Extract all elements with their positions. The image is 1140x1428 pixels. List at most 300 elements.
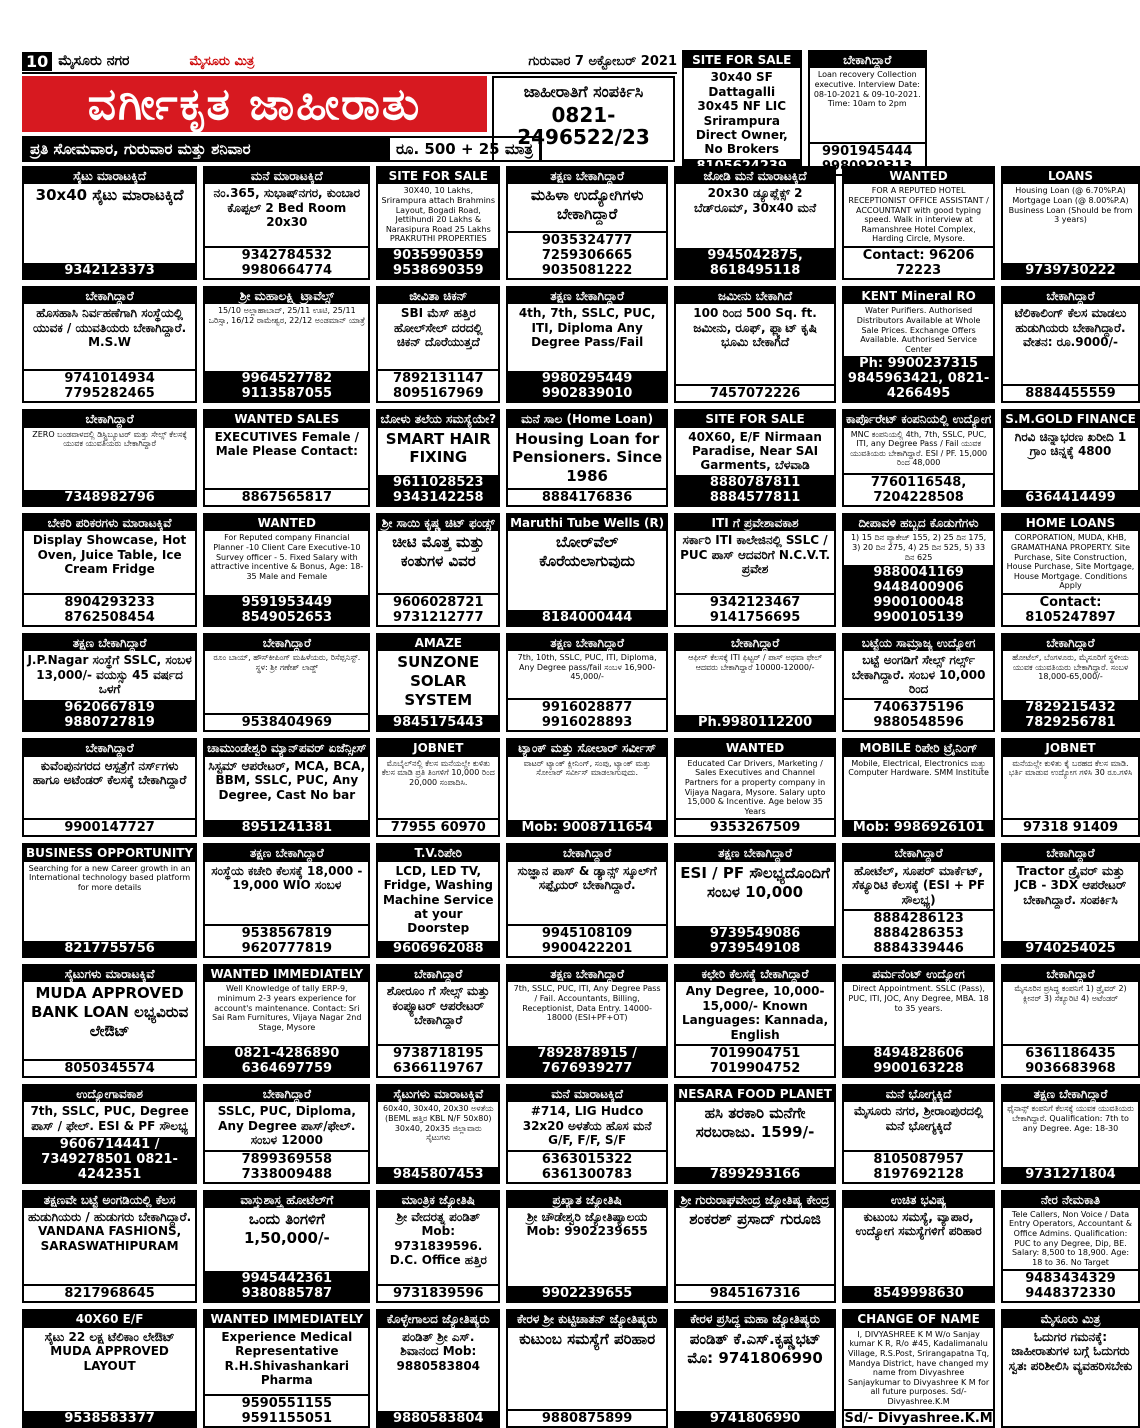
ad-phone: 9901945444 xyxy=(810,142,926,174)
publish-days: ಪ್ರತಿ ಸೋಮವಾರ, ಗುರುವಾರ ಮತ್ತು ಶನಿವಾರ xyxy=(30,140,251,158)
ad-title: WANTED SALES xyxy=(205,411,368,427)
ad-phone: 9035324777 7259306665 9035081222 xyxy=(508,231,666,278)
ad-phone: 9611028523 9343142258 xyxy=(378,475,498,505)
ad-body: Educated Car Drivers, Marketing / Sales Executives and Channel Partners for a property company in Vijaya Nagara, Mysore. Salary upto 15,000 & Incentive. Age below 35 Years xyxy=(684,758,826,816)
classified-ad xyxy=(1001,1190,1140,1304)
ad-body: 40X60, E/F Nirmaan Paradise, Near SAI Garments, ಬೆಳವಾಡಿ xyxy=(688,429,822,473)
ad-phone: 9591953449 8549052653 xyxy=(205,595,368,625)
classified-ad xyxy=(22,1084,197,1184)
classified-ad xyxy=(376,633,500,733)
ad-phone: 8904293233 8762508454 xyxy=(24,593,195,625)
ad-phone: Ph: 9900237315 9845963421, 0821-4266495 xyxy=(844,356,993,401)
ad-phone: 7892878915 / 7676939277 xyxy=(508,1046,666,1076)
ad-body: ಹುಡುಗಿಯರು / ಹುಡುಗರು ಬೇಕಾಗಿದ್ದಾರೆ. VANDANA FASHIONS, SARASWATHIPURAM xyxy=(28,1209,192,1253)
ad-body: ZERO ಬಂಡವಾಳದಲ್ಲಿ ಡಿಸ್ಟ್ರಿಬ್ಯೂಟರ್ ಮತ್ತು ಸೇಲ್ಸ್ ಕೆಲಸಕ್ಕೆ ಯುವಕ ಯುವತಿಯರು ಬೇಕಾಗಿದ್ದಾರೆ xyxy=(32,429,187,449)
ad-title: ಉಚಿತ ಭವಿಷ್ಯ xyxy=(844,1192,993,1208)
classified-ad xyxy=(842,1309,995,1427)
ad-title: JOBNET xyxy=(378,740,498,756)
classified-ad xyxy=(506,633,668,733)
ad-phone: 7348982796 xyxy=(24,490,195,505)
classified-ad xyxy=(842,738,995,837)
ad-phone: 9483434329 9448372330 xyxy=(1003,1269,1138,1301)
ad-phone: 6363015322 6361300783 xyxy=(508,1150,666,1182)
ad-phone: 6361186435 9036683968 xyxy=(1003,1044,1138,1076)
ad-phone: 9945442361 9380885787 xyxy=(205,1271,368,1301)
ad-body: ಹೋಟೆಲ್, ಸೂಪರ್ ಮಾರ್ಕೆಟ್, ಸೆಕ್ಯೂರಿಟಿ ಕೆಲಸಕ್ಕೆ (ESI + PF ಸೌಲಭ್ಯ) xyxy=(852,863,986,907)
classified-ad xyxy=(203,633,370,733)
classified-ad xyxy=(22,1309,197,1427)
ad-body: ಶ್ರೀ ಚೌಡೇಶ್ವರಿ ಜ್ಯೋತಿಷ್ಯಾಲಯ Mob: 9902239655 xyxy=(526,1209,648,1239)
contact-box xyxy=(492,76,675,162)
classified-ad xyxy=(22,409,197,507)
ad-body: ಫೈನಾನ್ಸ್ ಕಂಪನಿಗೆ ಕೆಲಸಕ್ಕೆ ಯುವಕ ಯುವತಿಯರು ಬೇಕಾಗಿದ್ದಾರೆ. Qualification: 7th to any Degree. Age: 18-30 xyxy=(1007,1104,1134,1133)
classified-ad xyxy=(674,843,836,958)
ad-body: Loan recovery Collection executive. Interview Date: 08-10-2021 & 09-10-2021. Time: 10am to 2pm xyxy=(813,70,921,109)
ad-title: ತಕ್ಷಣ ಬೇಕಾಗಿದ್ದಾರೆ xyxy=(508,966,666,982)
ad-body: 60x40, 30x40, 20x30 ಅಳತೆಯ (BEML ಹತ್ತಿರ KBL N/F 50x80) 30x40, 20x35 ಜಿಲ್ಲಾವಾರು ಸೈಟುಗಳು xyxy=(383,1104,494,1143)
header-strip xyxy=(22,50,677,74)
ad-body: SMART HAIR FIXING xyxy=(385,429,491,467)
classified-ad xyxy=(203,1309,370,1427)
ad-body: #714, LIG Hudco 32x20 ಅಳತೆಯ ಹೊಸ ಮನೆ G/F, F/F, S/F xyxy=(522,1104,652,1148)
ad-body: ಸಂಸ್ಥೆಯ ಕಚೇರಿ ಕೆಲಸಕ್ಕೆ 18,000 - 19,000 WIO ಸಂಬಳ xyxy=(211,863,363,893)
ad-body: ಸುಜ್ಞಾನ ಪಾಸ್ & ಡ್ಯಾನ್ಸ್ ಸ್ಕೂಲ್‌ಗೆ ಸಫ್ಪೈಯರ್ ಬೇಕಾಗಿದ್ದಾರೆ. xyxy=(517,863,657,893)
classified-ad xyxy=(22,1190,197,1304)
ad-phone: 9880041169 9448400906 9900100048 9900105139 xyxy=(844,565,993,625)
ad-phone: 7457072226 xyxy=(676,384,834,401)
classified-ad xyxy=(1001,513,1140,627)
ad-phone: 9590551155 9591155051 xyxy=(205,1394,368,1426)
page-title: ವರ್ಗೀಕೃತ ಜಾಹೀರಾತು xyxy=(22,76,487,132)
ad-phone: 7019904751 7019904752 xyxy=(676,1044,834,1076)
section-name: ಮೈಸೂರು ನಗರ xyxy=(58,53,130,69)
ad-body: ಹೊಸಹಾಸಿ ನಿರ್ವಹಣೆಗಾಗಿ ಸಂಸ್ಥೆಯಲ್ಲಿ ಯುವಕ / ಯುವತಿಯರು ಬೇಕಾಗಿದ್ದಾರೆ. M.S.W xyxy=(32,306,187,350)
ad-body: 30x40 ಸೈಟು ಮಾರಾಟಕ್ಕಿದೆ xyxy=(35,186,184,205)
ad-title: ಬಟ್ಟೆಯ ಸಾಮ್ರಾಜ್ಯ ಉದ್ಯೋಗ xyxy=(844,635,993,651)
ad-title: ತಕ್ಷಣ ಬೇಕಾಗಿದ್ದಾರೆ xyxy=(24,635,195,651)
classified-ad xyxy=(22,964,197,1078)
ad-body: ಗಿರವಿ ಚಿನ್ನಾಭರಣ ಖರೀದಿ 1 ಗ್ರಾಂ ಚಿನ್ನಕ್ಕೆ 4800 xyxy=(1014,429,1127,459)
ad-title: ಬೇಕಾಗಿದ್ದಾರೆ xyxy=(1003,966,1138,982)
ad-phone: Ph.9980112200 xyxy=(676,715,834,730)
ad-title: ಬೇಕಾಗಿದ್ದಾರೆ xyxy=(24,740,195,756)
ad-title: MOBILE ರಿಪೇರಿ ಟ್ರೈನಿಂಗ್ xyxy=(844,740,993,756)
ad-body: CORPORATION, MUDA, KHB, GRAMATHANA PROPERTY. Site Purchase, Site Construction, House Purchase, Site Mortgage, House Mortgage. Conditions Apply xyxy=(1006,533,1135,591)
ad-body: ಸೈಟು 22 ಲಕ್ಷ ಟೆಲಿಕಾಂ ಲೇಔಟ್ MUDA APPROVED LAYOUT xyxy=(44,1329,175,1373)
ad-body: 7th, SSLC, PUC, Degree ಪಾಸ್ / ಫೇಲ್. ESI & PF ಸೌಲಭ್ಯ xyxy=(30,1104,189,1133)
ad-body: ಪಂಡಿತ್ ಶ್ರೀ ಎಸ್. ಶಿವಾನಂದ Mob: 9880583804 xyxy=(396,1329,481,1373)
ad-phone: 9353267509 xyxy=(676,818,834,835)
ad-body: ಮಹಿಳಾ ಉದ್ಯೋಗಿಗಳು ಬೇಕಾಗಿದ್ದಾರೆ xyxy=(530,186,644,224)
ad-title: AMAZE xyxy=(378,635,498,651)
ad-title: ಚಾಮುಂಡೇಶ್ವರಿ ಮ್ಯಾನ್‌ಪವರ್ ಏಜೆನ್ಸೀಸ್ xyxy=(207,741,367,756)
ad-body: Well Knowledge of tally ERP-9, minimum 2-3 years experience for account's maintenance. Contact: Sri Sai Ram Furnitures, Vijaya Nagar 2nd Stage, Mysore xyxy=(212,984,362,1032)
classified-ad xyxy=(842,633,995,733)
ad-title: SITE FOR SALE xyxy=(684,52,800,68)
ad-phone: 9902239655 xyxy=(508,1286,666,1301)
ad-phone: 9342123373 xyxy=(24,263,195,278)
ad-phone: 9606714441 / 7349278501 0821-4242351 xyxy=(24,1137,195,1182)
ad-title: ಬೇಕಾಗಿದ್ದಾರೆ xyxy=(1003,635,1138,651)
ad-body: Housing Loan for Pensioners. Since 1986 xyxy=(512,429,663,486)
ad-phone: 9606962088 xyxy=(378,941,498,956)
classified-ad xyxy=(506,409,668,507)
ad-phone: Contact: 96206 72223 xyxy=(844,246,993,278)
ad-title: Maruthi Tube Wells (R) xyxy=(510,515,665,530)
classified-ad xyxy=(203,1190,370,1304)
ad-body: ಶೋರೂಂ ಗೆ ಸೇಲ್ಸ್ ಮತ್ತು ಕಂಪ್ಯೂಟರ್ ಆಪರೇಟರ್ ಬೇಕಾಗಿದ್ದಾರೆ xyxy=(386,984,490,1028)
ad-title: WANTED xyxy=(844,168,993,184)
ad-phone: 8105087957 8197692128 xyxy=(844,1150,993,1182)
ad-body: For Reputed company Financial Planner -10 Client Care Executive-10 Survey officer - 5. Fixed Salary with attractive incentive & Bonus, Age: 18-35 Male and Female xyxy=(210,533,364,581)
ad-phone: 97318 91409 xyxy=(1003,818,1138,835)
classified-ad xyxy=(674,513,836,627)
ad-title: ತಕ್ಷಣ ಬೇಕಾಗಿದ್ದಾರೆ xyxy=(1003,1086,1138,1102)
ad-body: ಕುಟುಂಬ ಸಮಸ್ಯೆ, ವ್ಯಾಪಾರ, ಉದ್ಯೋಗ ಸಮಸ್ಯೆಗಳಿಗೆ ಪರಿಹಾರ xyxy=(855,1209,982,1239)
classified-ad xyxy=(674,409,836,507)
classified-ad xyxy=(674,1084,836,1184)
ad-title: ಜೋಡಿ ಮನೆ ಮಾರಾಟಕ್ಕಿದೆ xyxy=(676,168,834,184)
ad-title: ಟ್ಯಾಂಕ್ ಮತ್ತು ಸೋಲಾರ್ ಸರ್ವೀಸ್ xyxy=(508,740,666,756)
ad-body: ಕುವೆಂಪುನಗರದ ಆಸ್ಪತ್ರೆಗೆ ನರ್ಸ್‌ಗಳು ಹಾಗೂ ಅಟೆಂಡರ್ ಕೆಲಸಕ್ಕೆ ಬೇಕಾಗಿದ್ದಾರೆ xyxy=(32,758,187,788)
ad-phone: 9880875899 xyxy=(508,1409,666,1426)
ad-phone: Sd/- Divyashree.K.M xyxy=(844,1410,993,1426)
ad-body: ಕುಟುಂಬ ಸಮಸ್ಯೆಗೆ ಪರಿಹಾರ xyxy=(519,1329,656,1348)
ad-body: MUDA APPROVED BANK LOAN ಲಭ್ಯವಿರುವ ಲೇಔಟ್ xyxy=(30,984,189,1040)
ad-phone: 7899293166 xyxy=(676,1167,834,1182)
classified-ad xyxy=(376,964,500,1078)
ad-phone: 8217968645 xyxy=(24,1284,195,1301)
ad-body: Housing Loan (@ 6.70%P.A) Mortgage Loan (@ 8.00%P.A) Business Loan (Should be from 3 years) xyxy=(1008,186,1133,225)
ad-phone: 9845167316 xyxy=(676,1284,834,1301)
ad-phone: 9342784532 9980664774 xyxy=(205,246,368,278)
page-number: 10 xyxy=(22,52,52,71)
ad-phone: 8867565817 xyxy=(205,488,368,505)
ad-phone: 8880787811 8884577811 xyxy=(676,475,834,505)
ad-title: ಸೈಟು ಮಾರಾಟಕ್ಕಿದೆ xyxy=(24,168,195,184)
ad-body: Mobile, Electrical, Electronics ಮತ್ತು Computer Hardware. SMM Institute xyxy=(848,758,989,778)
contact-phone: 0821-2496522/23 xyxy=(517,103,650,149)
ad-title: ಮೈಸೂರು ಮಿತ್ರ xyxy=(1003,1311,1138,1327)
ad-phone: 8184000444 xyxy=(508,610,666,625)
classified-ad xyxy=(203,409,370,507)
ad-title: ಕಾರ್ಪೊರೇಟ್ ಕಂಪನಿಯಲ್ಲಿ ಉದ್ಯೋಗ xyxy=(845,412,992,427)
ad-title: ತಕ್ಷಣ ಬೇಕಾಗಿದ್ದಾರೆ xyxy=(508,288,666,304)
ad-title: ಬೇಕಾಗಿದ್ದಾರೆ xyxy=(676,635,834,651)
classified-ad xyxy=(842,166,995,280)
ad-title: ಸೈಟುಗಳು ಮಾರಾಟಕ್ಕಿವೆ xyxy=(378,1086,498,1102)
ad-body: ಶ್ರೀ ವೇದರತ್ನ ಪಂಡಿತ್ Mob: 9731839596. D.C. Office ಹತ್ತಿರ xyxy=(389,1209,487,1268)
ad-title: CHANGE OF NAME xyxy=(844,1311,993,1327)
ad-title: SITE FOR SALE xyxy=(676,411,834,427)
ad-title: ಶ್ರೀ ಮಹಾಲಕ್ಷ್ಮಿ ಟ್ರಾವೆಲ್ಸ್ xyxy=(205,288,368,304)
ad-title: ಬೇಕಾಗಿದ್ದಾರೆ xyxy=(205,1086,368,1102)
classified-ad xyxy=(1001,1084,1140,1184)
ad-body: ESI / PF ಸೌಲಭ್ಯದೊಂದಿಗೆ ಸಂಬಳ 10,000 xyxy=(680,863,830,901)
classified-ad xyxy=(203,1084,370,1184)
ad-title: ಬೇಕಾಗಿದ್ದಾರೆ xyxy=(810,52,926,68)
ad-title: ಶ್ರೀ ಸಾಯಿ ಕೃಷ್ಣ ಚಿಟ್ ಫಂಡ್ಸ್ xyxy=(378,515,498,531)
ad-body: 30x40 SF Dattagalli 30x45 NF LIC Srirampura Direct Owner, No Brokers xyxy=(695,70,788,157)
ad-body: ಒಂದು ತಿಂಗಳಿಗೆ 1,50,000/- xyxy=(243,1209,330,1247)
ad-body: Searching for a new Career growth in an International technology based platform for more details xyxy=(28,863,191,892)
ad-body: 1) 15 ದಿನ ಪ್ಯಾಕೇಜ್ 155, 2) 25 ದಿನ 175, 3) 20 ದಿನ 275, 4) 25 ದಿನ 525, 5) 33 ದಿನ 625 xyxy=(850,533,987,562)
ad-body: Any Degree, 10,000-15,000/- Known Languages: Kannada, English xyxy=(681,984,829,1042)
classified-ad xyxy=(506,843,668,958)
ad-title: ಕೇರಳ ಶ್ರೀ ಕುಟ್ಟಿಚಾತನ್ ಜ್ಯೋತಿಷ್ಯರು xyxy=(508,1311,666,1327)
classified-ad xyxy=(376,738,500,837)
classified-ad xyxy=(506,1084,668,1184)
ad-body: ಸಿಸ್ಟಮ್ ಆಪರೇಟರ್, MCA, BCA, BBM, SSLC, PUC, Any Degree, Cast No bar xyxy=(208,758,366,802)
ad-title: ಬೇಕಾಗಿದ್ದಾರೆ xyxy=(24,411,195,427)
ad-body: ವಾಟರ್ ಟ್ಯಾಂಕ್ ಕ್ಲೀನಿಂಗ್, ಸಂಪು, ಟ್ಯಾಂಕ್ ಮತ್ತು ಸೋಲಾರ್ ಸರ್ವೀಸ್ ಮಾಡಲಾಗುವುದು. xyxy=(523,758,651,778)
page-header xyxy=(22,50,677,165)
classified-ad xyxy=(674,286,836,403)
classified-ad xyxy=(203,843,370,958)
ad-title: ಕೊಳ್ಳೇಗಾಲದ ಜ್ಯೋತಿಷ್ಯರು xyxy=(378,1311,498,1327)
ad-title: ಪ್ರಖ್ಯಾತ ಜ್ಯೋತಿಷಿ xyxy=(508,1192,666,1208)
ad-body: I, DIVYASHREE K M W/o Sanjay kumar K R, R/o #45, Kadalimanalu Village, R.S.Post, Srirangapatna Tq, Mandya District, have changed my name from Divyashree Sanjaykumar to Divyashree K M for all future purposes. Sd/- Divyashree.K.M xyxy=(847,1329,990,1406)
classified-ad xyxy=(203,166,370,280)
ad-title: WANTED IMMEDIATELY xyxy=(205,966,368,982)
ad-title: SITE FOR SALE xyxy=(378,168,498,184)
ad-body: ಟೆಲಿಕಾಲಿಂಗ್ ಕೆಲಸ ಮಾಡಲು ಹುಡುಗಿಯರು ಬೇಕಾಗಿದ್ದಾರೆ. ವೇತನ: ರೂ.9000/- xyxy=(1014,306,1127,350)
ad-body: J.P.Nagar ಸಂಸ್ಥೆಗೆ SSLC, ಸಂಬಳ 13,000/- ವಯಸ್ಸು 45 ವರ್ಷದ ಒಳಗೆ xyxy=(27,653,192,697)
classified-ad xyxy=(1001,286,1140,403)
ad-title: ತಕ್ಷಣವೇ ಬಟ್ಟೆ ಅಂಗಡಿಯಲ್ಲಿ ಕೆಲಸ xyxy=(24,1192,195,1208)
classified-ad xyxy=(506,513,668,627)
ad-phone: 9739730222 xyxy=(1003,263,1138,278)
classified-ad xyxy=(842,1190,995,1304)
ad-phone: 7892131147 8095167969 xyxy=(378,369,498,401)
ad-phone: 8549998630 xyxy=(844,1286,993,1301)
classified-ad xyxy=(674,1309,836,1427)
classified-ad xyxy=(674,964,836,1078)
ad-title: T.V.ರಿಪೇರಿ xyxy=(378,845,498,861)
ad-phone: 9620667819 9880727819 xyxy=(24,700,195,730)
ad-body: 7th, SSLC, PUC, ITI, Any Degree Pass / Fail. Accountants, Billing, Receptionist, Data Entry. 14000-18000 (ESI+PF+OT) xyxy=(513,984,661,1023)
ad-body: ರೂಂ ಬಾಯ್, ಹೌಸ್‌ಕೀಪಿಂಗ್ ಮಹಿಳೆಯರು, ರಿಸೆಪ್ಷನಿಸ್ಟ್. ಸ್ಥಳ: ಶ್ರೀ ಗಣೇಶ್ ಲಾಡ್ಜ್ xyxy=(213,653,361,672)
classified-ad xyxy=(506,286,668,403)
ad-body: Water Purifiers. Authorised Distributors Available at Whole Sale Prices. Exchange Offers Available. Authorised Service Center xyxy=(856,306,981,354)
ad-phone: 77955 60970 xyxy=(378,818,498,835)
ad-body: SSLC, PUC, Diploma, Any Degree ಪಾಸ್/ಫೇಲ್. ಸಂಬಳ 12000 xyxy=(217,1104,356,1148)
ad-body: FOR A REPUTED HOTEL RECEPTIONIST OFFICE ASSISTANT / ACCOUNTANT with good typing speed. Walk in interview at Ramanshree Hotel Complex, Harding Circle, Mysore. xyxy=(848,186,989,244)
classified-ad xyxy=(376,1084,500,1184)
ad-phone: 9880583804 xyxy=(378,1411,498,1426)
ad-phone: 8050345574 xyxy=(24,1059,195,1076)
ad-phone: 0821-4286890 6364697759 xyxy=(205,1046,368,1076)
ad-phone: 8884176836 xyxy=(508,488,666,505)
ad-price: ರೂ. 500 + 25 ಮಾತ್ರ xyxy=(390,138,539,160)
ad-phone: 9845807453 xyxy=(378,1167,498,1182)
ad-phone: 7760116548, 7204228508 xyxy=(844,473,993,505)
ad-title: S.M.GOLD FINANCE xyxy=(1005,412,1136,427)
contact-label: ಜಾಹೀರಾತಿಗೆ ಸಂಪರ್ಕಿಸಿ xyxy=(523,82,644,101)
classified-ad xyxy=(1001,738,1140,837)
ad-body: Tractor ಡ್ರೈವರ್ ಮತ್ತು JCB - 3DX ಆಪರೇಟರ್ ಬೇಕಾಗಿದ್ದಾರೆ. ಸಂಪರ್ಕಿಸಿ xyxy=(1014,863,1127,907)
ad-phone: 9538583377 xyxy=(24,1411,195,1426)
ad-body: ಸರ್ಕಾರಿ ITI ಕಾಲೇಜಿನಲ್ಲಿ SSLC / PUC ಪಾಸ್ ಆದವರಿಗೆ N.C.V.T. ಪ್ರವೇಶ xyxy=(680,533,831,577)
ad-title: ವಾಸ್ತುಶಾಸ್ತ್ರ ಹೋಟೆಲ್‌ಗೆ xyxy=(205,1192,368,1208)
ad-title: WANTED IMMEDIATELY xyxy=(205,1311,368,1327)
ad-title: ಬೇಕಾಗಿದ್ದಾರೆ xyxy=(24,288,195,304)
classified-ad xyxy=(1001,409,1140,507)
publish-days-banner xyxy=(22,136,542,162)
ad-title: ತಕ್ಷಣ ಬೇಕಾಗಿದ್ದಾರೆ xyxy=(676,845,834,861)
classified-ad xyxy=(376,409,500,507)
ad-title: ಜಮೀನು ಬೇಕಾಗಿದೆ xyxy=(676,288,834,304)
ad-body: ಬೋರ್‌ವೆಲ್ ಕೊರೆಯಲಾಗುವುದು xyxy=(539,533,635,571)
ad-title: ತಕ್ಷಣ ಬೇಕಾಗಿದ್ದಾರೆ xyxy=(508,168,666,184)
ad-phone: Mob: 9008711654 xyxy=(508,820,666,835)
ad-title: ದೀಪಾವಳಿ ಹಬ್ಬದ ಕೊಡುಗೆಗಳು xyxy=(844,515,993,531)
ad-title: ಶ್ರೀ ಗುರುರಾಘವೇಂದ್ರ ಜ್ಯೋತಿಷ್ಯ ಕೇಂದ್ರ xyxy=(676,1192,834,1208)
ad-body: EXECUTIVES Female / Male Please Contact: xyxy=(214,429,360,459)
classified-ad xyxy=(22,166,197,280)
classified-ad xyxy=(376,286,500,403)
ad-body: 15/10 ಅಲ್ಲಾಹಾಬಾದ್, 25/11 ಊಟಿ, 25/11 ಒರಿಸ್ಸಾ, 16/12 ರಾಮೇಶ್ವರ, 22/12 ಅಂಡಮಾನ್ ಯಾತ್ರೆ xyxy=(208,306,365,325)
ad-phone: 7829215432 7829256781 xyxy=(1003,700,1138,730)
ad-title: ಬೇಕಾಗಿದ್ದಾರೆ xyxy=(1003,288,1138,304)
ad-body: Experience Medical Representative R.H.Shivashankari Pharma xyxy=(221,1329,353,1388)
classified-ad xyxy=(506,1309,668,1427)
ad-body: ಆಫೀಸ್ ಕೆಲಸಕ್ಕೆ ITI ಫಿಟ್ಟರ್ / ಪಾಸ್ ಅಥವಾ ಫೇಲ್ ಆದವರು ಬೇಕಾಗಿದ್ದಾರೆ 10000-12000/- xyxy=(688,653,823,672)
ad-phone: 9035990359 9538690359 xyxy=(378,248,498,278)
ad-phone: 9980295449 9902839010 xyxy=(508,371,666,401)
ad-phone: 7406375196 9880548596 xyxy=(844,698,993,730)
ad-body: ಶಂಕರಶ್ ಪ್ರಸಾದ್ ಗುರೂಜಿ xyxy=(689,1209,821,1228)
ad-title: ಬೋಳು ತಲೆಯ ಸಮಸ್ಯೆಯೇ? xyxy=(380,412,497,427)
ad-title: BUSINESS OPPORTUNITY xyxy=(26,846,194,861)
ad-title: ಜೀವಿತಾ ಚಿಕನ್ xyxy=(378,288,498,304)
ad-phone: 8884455559 xyxy=(1003,384,1138,401)
ad-body: ಮೈಸೂರಿನ ಪ್ರಸಿದ್ಧ ಕಂಪನಿಗೆ 1) ಡ್ರೈವರ್ 2) ಕ್ಲೀನರ್ 3) ಸೆಕ್ಯೂರಿಟಿ 4) ಅಟೆಂಡರ್ xyxy=(1014,984,1127,1003)
ad-phone: 9731271804 xyxy=(1003,1167,1138,1182)
ad-title: KENT Mineral RO xyxy=(844,288,993,304)
issue-date: ಗುರುವಾರ 7 ಅಕ್ಟೋಬರ್ 2021 xyxy=(528,53,677,69)
classified-ad xyxy=(1001,964,1140,1078)
classified-ad xyxy=(1001,166,1140,280)
ad-body: 100 ರಿಂದ 500 Sq. ft. ಜಮೀನು, ರೂಫ್, ಫ್ಲ್ಯಾಟ್ ಕೃಷಿ ಭೂಮಿ ಬೇಕಾಗಿದೆ xyxy=(693,306,817,350)
ad-body: 4th, 7th, SSLC, PUC, ITI, Diploma Any Degree Pass/Fail xyxy=(518,306,656,350)
ad-title: ಉದ್ಯೋಗಾವಕಾಶ xyxy=(24,1086,195,1102)
classified-ad xyxy=(376,513,500,627)
ad-body: ಓದುಗರ ಗಮನಕ್ಕೆ: ಜಾಹೀರಾತುಗಳ ಬಗ್ಗೆ ಓದುಗರು ಸ್ವತಃ ಪರಿಶೀಲಿಸಿ ವ್ಯವಹರಿಸಬೇಕು xyxy=(1008,1329,1133,1373)
ad-body: Direct Appointment. SSLC (Pass), PUC, ITI, JOC, Any Degree, MBA. 18 to 35 years. xyxy=(848,984,989,1013)
ad-grid xyxy=(22,166,1136,1426)
classified-ad xyxy=(376,1190,500,1304)
ad-phone: 8951241381 xyxy=(205,820,368,835)
ad-phone: 9342123467 9141756695 xyxy=(676,593,834,625)
ad-phone: 9741014934 7795282465 xyxy=(24,369,195,401)
ad-phone: 9740254025 xyxy=(1003,941,1138,956)
ad-phone: 6364414499 xyxy=(1003,490,1138,505)
classified-ad xyxy=(506,964,668,1078)
ad-body: LCD, LED TV, Fridge, Washing Machine Service at your Doorstep xyxy=(382,863,494,936)
ad-title: JOBNET xyxy=(1003,740,1138,756)
ad-title: ಬೇಕಾಗಿದ್ದಾರೆ xyxy=(508,845,666,861)
ad-title: ಮನೆ ಭೋಗ್ಯಕ್ಕಿದೆ xyxy=(844,1086,993,1102)
ad-title: LOANS xyxy=(1003,168,1138,184)
ad-phone: 9731839596 xyxy=(378,1284,498,1301)
ad-title: ಬೇಕರಿ ಪರಿಕರಗಳು ಮಾರಾಟಕ್ಕಿವೆ xyxy=(24,515,195,531)
classified-ad xyxy=(376,1309,500,1427)
classified-ad xyxy=(674,1190,836,1304)
ad-body: ಪಂಡಿತ್ ಕೆ.ಎಸ್.ಕೃಷ್ಣಭಟ್ ಮೊ: 9741806990 xyxy=(687,1329,823,1367)
classified-ad xyxy=(682,50,802,176)
ad-phone: 9741806990 xyxy=(676,1411,834,1426)
ad-phone: 9606028721 9731212777 xyxy=(378,593,498,625)
ad-title: ಬೇಕಾಗಿದ್ದಾರೆ xyxy=(1003,845,1138,861)
ad-body: ಹೋಟೆಲ್, ಬೆಂಗಳೂರು, ಮೈಸೂರಿಗೆ ಸ್ಥಳೀಯ ಯುವಕ ಯುವತಿಯರು ಬೇಕಾಗಿದ್ದಾರೆ. ಸಂಬಳ 18,000-65,000/- xyxy=(1012,653,1129,682)
ad-body: MNC ಕಂಪನಿಯಲ್ಲಿ 4th, 7th, SSLC, PUC, ITI, any Degree Pass / Fail ಯುವಕ ಯುವತಿಯರು ಬೇಕಾಗಿದ್ದಾರೆ. ESI / PF. 15,000 ರಿಂದ 48,000 xyxy=(850,429,988,468)
classified-ad xyxy=(842,964,995,1078)
ad-body: 7th, 10th, SSLC, PUC, ITI, Diploma, Any Degree pass/fail ಸಂಬಳ 16,900-45,000/- xyxy=(517,653,657,682)
ad-title: ಬೇಕಾಗಿದ್ದಾರೆ xyxy=(378,966,498,982)
ad-title: ತಕ್ಷಣ ಬೇಕಾಗಿದ್ದಾರೆ xyxy=(508,635,666,651)
ad-title: ಪರ್ಮನೆಂಟ್ ಉದ್ಯೋಗ xyxy=(844,966,993,982)
classified-ad xyxy=(808,50,928,176)
classifieds-page xyxy=(22,50,1136,1426)
classified-ad xyxy=(842,286,995,403)
classified-ad xyxy=(22,633,197,733)
ad-title: ಮಾಂತ್ರಿಕ ಜ್ಯೋತಿಷಿ xyxy=(378,1192,498,1208)
paper-name: ಮೈಸೂರು ಮಿತ್ರ xyxy=(189,53,255,69)
classified-ad xyxy=(842,513,995,627)
ad-body: ನಂ.365, ಸುಭಾಷ್‌ನಗರ, ಕುಂಬಾರ ಕೊಪ್ಪಲ್ 2 Bed Room 20x30 xyxy=(213,186,361,230)
classified-ad xyxy=(203,286,370,403)
classified-ad xyxy=(22,843,197,958)
ad-phone: 9964527782 9113587055 xyxy=(205,371,368,401)
ad-body: Display Showcase, Hot Oven, Juice Table, Ice Cream Fridge xyxy=(32,533,187,577)
ad-title: ಕಛೇರಿ ಕೆಲಸಕ್ಕೆ ಬೇಕಾಗಿದ್ದಾರೆ xyxy=(676,966,834,982)
ad-body: ಬಟ್ಟೆ ಅಂಗಡಿಗೆ ಸೇಲ್ಸ್ ಗರ್ಲ್ಸ್ ಬೇಕಾಗಿದ್ದಾರೆ. ಸಂಬಳ 10,000 ರಿಂದ xyxy=(851,653,986,697)
ad-phone: 8217755756 xyxy=(24,941,195,956)
ad-phone: 9538567819 9620777819 xyxy=(205,924,368,956)
ad-phone: 9945108109 9900422201 xyxy=(508,924,666,956)
ad-phone: 8494828606 9900163228 xyxy=(844,1046,993,1076)
classified-ad xyxy=(842,1084,995,1184)
ad-title: WANTED xyxy=(205,515,368,531)
ad-body: ಚೀಟಿ ಮೊತ್ತ ಮತ್ತು ಕಂತುಗಳ ವಿವರ xyxy=(392,533,485,571)
ad-title: ತಕ್ಷಣ ಬೇಕಾಗಿದ್ದಾರೆ xyxy=(205,845,368,861)
ad-phone: Mob: 9986926101 xyxy=(844,820,993,835)
ad-phone: 8884286123 8884286353 8884339446 xyxy=(844,909,993,956)
classified-ad xyxy=(506,738,668,837)
ad-body: ಮೈಸೂರು ನಗರ, ಶ್ರೀರಾಂಪುರದಲ್ಲಿ ಮನೆ ಭೋಗ್ಯಕ್ಕಿದೆ xyxy=(854,1104,984,1133)
ad-phone: 9900147727 xyxy=(24,818,195,835)
classified-ad xyxy=(22,513,197,627)
classified-ad xyxy=(674,633,836,733)
ad-title: ಮನೆ ಮಾರಾಟಕ್ಕಿದೆ xyxy=(205,168,368,184)
ad-body: ಮೊಬೈಲ್‌ನಲ್ಲಿ ಕೆಲಸ ಮನೆಯಲ್ಲೇ ಕುಳಿತು ಕೆಲಸ ಮಾಡಿ ಪ್ರತಿ ತಿಂಗಳಿಗೆ 10,000 ರಿಂದ 20,000 ಸಂಪಾದಿಸಿ. xyxy=(381,758,495,788)
classified-ad xyxy=(1001,633,1140,733)
classified-ad xyxy=(506,1190,668,1304)
classified-ad xyxy=(22,286,197,403)
ad-phone: 9845175443 xyxy=(378,715,498,730)
ad-phone: 9738718195 6366119767 xyxy=(378,1044,498,1076)
classified-ad xyxy=(376,166,500,280)
ad-body: ಹಸಿ ತರಕಾರಿ ಮನೆಗೇ ಸರಬರಾಜು. 1599/- xyxy=(695,1104,815,1142)
ad-title: ಮನೆ ಸಾಲ (Home Loan) xyxy=(508,411,666,427)
ad-title: ಕೇರಳ ಪ್ರಸಿದ್ಧ ಮಹಾ ಜ್ಯೋತಿಷ್ಯರು xyxy=(676,1311,834,1327)
classified-ad xyxy=(842,409,995,507)
classified-ad xyxy=(506,166,668,280)
ad-phone: 9739549086 9739549108 xyxy=(676,926,834,956)
ad-body: ಮನೆಯಲ್ಲೇ ಕುಳಿತು ಕೈ ಬರಹದ ಕೆಲಸ ಮಾಡಿ. ಭರ್ತಿ ಮಾಡುವ ಉದ್ಯೋಗ ಗಳಿಸಿ 30 ರೂ.ಗಳಿಸಿ xyxy=(1008,758,1133,778)
ad-phone: 9538404969 xyxy=(205,713,368,730)
